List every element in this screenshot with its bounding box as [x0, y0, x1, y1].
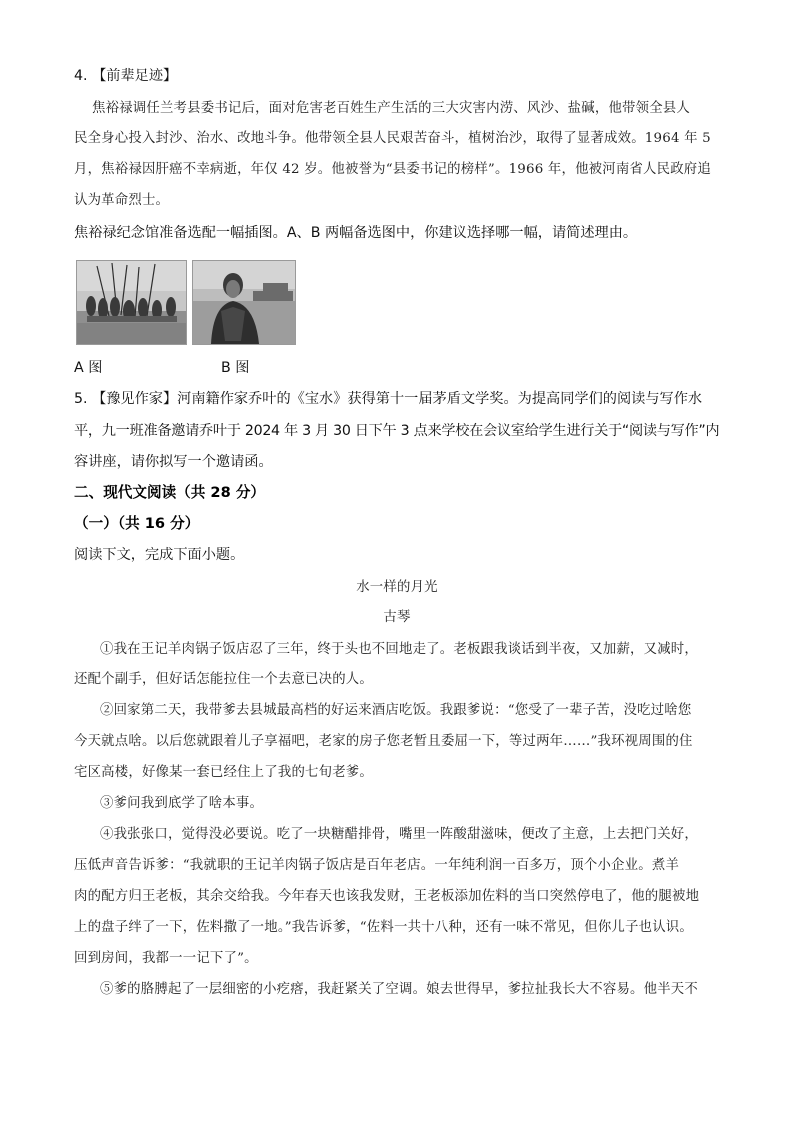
story-paragraph-line: 肉的配方归王老板，其余交给我。今年春天也该我发财，王老板添加佐料的当口突然停电了，他的腿被地 — [74, 889, 700, 904]
figure-a-photo — [76, 260, 187, 345]
q4-passage-line: 月，焦裕禄因肝癌不幸病逝，年仅 42 岁。他被誉为“县委书记的榜样”。1966 年，他被河南省人民政府追 — [74, 162, 711, 177]
story-paragraph-line: 今天就点啥。以后您就跟着儿子享福吧，老家的房子您老暂且委屈一下，等过两年……”我环视周围的住 — [74, 734, 693, 749]
q5-line: 容讲座，请你拟写一个邀请函。 — [74, 454, 273, 470]
q4-passage-line: 焦裕禄调任兰考县委书记后，面对危害老百姓生产生活的三大灾害内涝、风沙、盐碱，他带领全县人 — [92, 101, 690, 116]
q4-number: 4. — [74, 68, 88, 84]
figure-b-caption: B 图 — [221, 360, 250, 376]
story-paragraph-line: ④我张张口，觉得没必要说。吃了一块糖醋排骨，嘴里一阵酸甜滋味，便改了主意，上去把门关好， — [100, 827, 698, 842]
story-paragraph-line: 还配个副手，但好话怎能拉住一个去意已决的人。 — [74, 672, 373, 687]
story-paragraph-line: 回到房间，我都一一记下了”。 — [74, 951, 258, 966]
story-paragraph-line: ③爹问我到底学了啥本事。 — [100, 796, 264, 811]
historical-photo-portrait-icon — [193, 261, 295, 344]
q4-passage-line: 民全身心投入封沙、治水、改地斗争。他带领全县人民艰苦奋斗，植树治沙，取得了显著成效。1964 年 5 — [74, 131, 711, 146]
story-paragraph-line: ②回家第二天，我带爹去县城最高档的好运来酒店吃饭。我跟爹说：“您受了一辈子苦，没吃过啥您 — [100, 703, 692, 718]
story-paragraph-line: ⑤爹的胳膊起了一层细密的小疙瘩，我赶紧关了空调。娘去世得早，爹拉扯我长大不容易。他半天不 — [100, 982, 698, 997]
reading-instruction: 阅读下文，完成下面小题。 — [74, 547, 245, 563]
story-paragraph-line: 压低声音告诉爹：“我就职的王记羊肉锅子饭店是百年老店。一年纯利润一百多万，顶个小企业。煮羊 — [74, 858, 680, 873]
q4-header — [74, 66, 177, 86]
historical-photo-workers-icon — [77, 261, 186, 344]
q5-line: 平，九一班准备邀请乔叶于 2024 年 3 月 30 日下午 3 点来学校在会议室给学生进行关于“阅读与写作”内 — [74, 423, 720, 439]
story-paragraph-line: ①我在王记羊肉锅子饭店忍了三年，终于头也不回地走了。老板跟我谈话到半夜，又加薪，又减时， — [100, 642, 698, 657]
story-paragraph-line: 宅区高楼，好像某一套已经住上了我的七旬老爹。 — [74, 765, 373, 780]
figure-b-photo — [192, 260, 296, 345]
q4-prompt: 焦裕禄纪念馆准备选配一幅插图。A、B 两幅备选图中，你建议选择哪一幅，请简述理由。 — [74, 225, 638, 241]
part-title: （一）（共 16 分） — [74, 515, 200, 532]
story-author: 古琴 — [383, 610, 411, 625]
q4-tag: 【前辈足迹】 — [92, 68, 178, 84]
q5-line: 5. 【豫见作家】河南籍作家乔叶的《宝水》获得第十一届茅盾文学奖。为提高同学们的阅读与写作水 — [74, 391, 703, 407]
story-title: 水一样的月光 — [356, 580, 438, 595]
q4-passage-line: 认为革命烈士。 — [74, 193, 170, 208]
figure-a-caption: A 图 — [74, 360, 103, 376]
story-paragraph-line: 上的盘子绊了一下，佐料撒了一地。”我告诉爹，“佐料一共十八种，还有一味不常见，但你儿子也认识。 — [74, 920, 693, 935]
section-title: 二、现代文阅读（共 28 分） — [74, 484, 266, 501]
